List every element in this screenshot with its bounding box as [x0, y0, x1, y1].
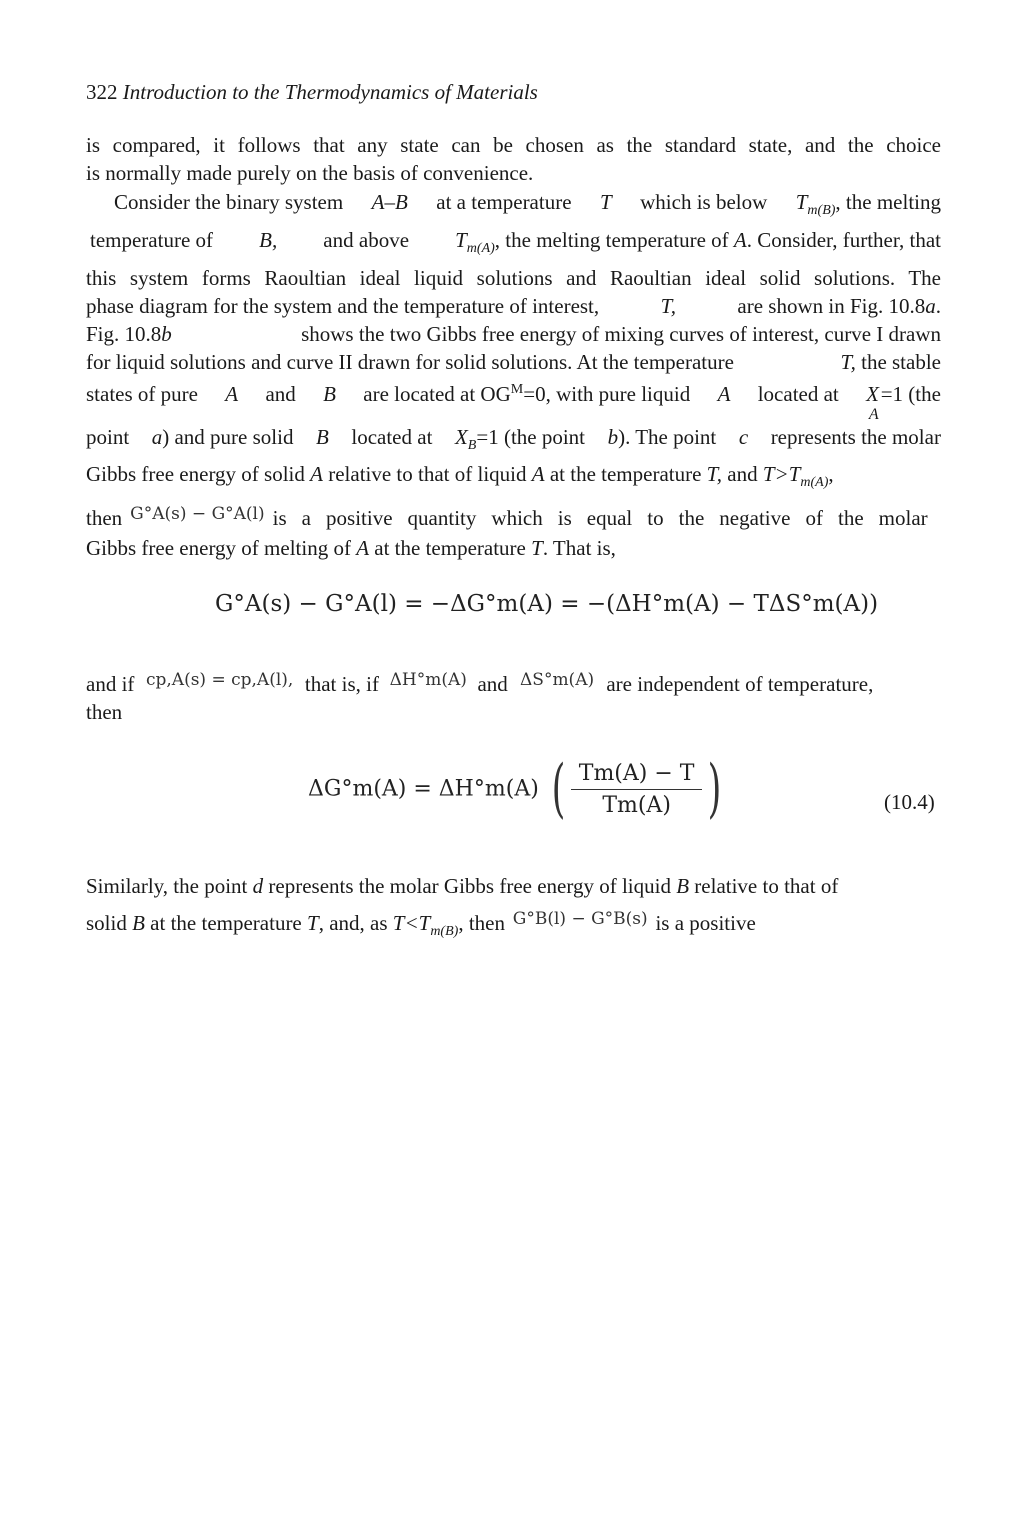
line-text: represents the molar Gibbs free energy of liquid	[268, 874, 671, 898]
eq-lhs: ΔG°m(A) = ΔH°m(A)	[308, 776, 539, 802]
symbol-text: B,	[259, 228, 278, 252]
line-text: and above	[323, 228, 410, 252]
line-text: represents the molar	[770, 425, 941, 449]
symbol-text: a	[925, 294, 936, 318]
line-text: then	[86, 506, 123, 530]
line-text: and	[477, 672, 508, 696]
line-text: is normally made purely on the basis of convenience.	[86, 161, 534, 185]
symbol-text: A	[717, 382, 731, 406]
text-line-4	[90, 228, 941, 257]
fraction-denominator: Tm(A)	[602, 792, 671, 818]
inline-math-gb: G°B(l) − G°B(s)	[512, 909, 648, 929]
fraction-numerator: Tm(A) − T	[578, 760, 695, 786]
text-line-9	[86, 382, 941, 423]
line-text: at the temperature	[374, 536, 526, 560]
fraction-bar	[571, 789, 703, 790]
text-line-1	[86, 133, 941, 158]
symbol-text: B	[323, 382, 336, 406]
symbol-text: X	[454, 425, 468, 449]
line-text: point	[86, 425, 130, 449]
symbol-text: A	[225, 382, 239, 406]
symbol-text: T	[599, 190, 612, 214]
line-text: relative to that of liquid	[328, 462, 527, 486]
symbol-text: T	[307, 911, 319, 935]
line-text: for liquid solutions and curve II drawn for solid solutions. At the temperature	[86, 350, 734, 374]
inline-math-cp: cp,A(s) = cp,A(l),	[145, 670, 294, 690]
symbol-text: T,	[706, 462, 723, 486]
line-text: and	[265, 382, 296, 406]
line-text: =1 (the	[880, 382, 941, 406]
text-line-11	[86, 462, 941, 491]
line-text: is a positive	[655, 911, 756, 935]
line-text: =0, with pure liquid	[523, 382, 691, 406]
line-text: states of pure	[86, 382, 198, 406]
text-line-16	[86, 874, 941, 899]
symbol-text: B	[676, 874, 690, 898]
line-text: at the temperature	[549, 462, 702, 486]
symbol-text: b	[161, 322, 172, 346]
inline-math-ga: G°A(s) − G°A(l)	[130, 504, 265, 524]
line-text: Gibbs free energy of solid	[86, 462, 305, 486]
subscript-text: m(B)	[430, 924, 459, 940]
symbol-text: T,	[660, 294, 676, 318]
line-text: =1 (the point	[476, 425, 586, 449]
right-paren: )	[708, 752, 722, 826]
line-text: is a positive quantity which is equal to the negative of the molar	[272, 506, 928, 530]
line-text: are shown in Fig. 10.8	[737, 294, 926, 318]
text-line-2	[86, 161, 941, 186]
line-text: temperature of	[90, 228, 214, 252]
symbol-text: T>T	[762, 462, 801, 486]
line-text: .	[935, 294, 941, 318]
symbol-text: d	[252, 874, 264, 898]
symbol-text: B	[132, 911, 145, 935]
line-text: Fig. 10.8	[86, 322, 162, 346]
line-text: and	[727, 462, 758, 486]
subscript-text: m(A)	[466, 241, 495, 257]
text-line-14	[86, 672, 941, 697]
subscript-text: B	[467, 438, 477, 454]
line-text: are independent of temperature,	[606, 672, 874, 696]
symbol-text: X	[866, 382, 879, 406]
symbol-text: a	[151, 425, 163, 449]
inline-math-dh: ΔH°m(A)	[389, 670, 467, 690]
line-text: at the temperature	[150, 911, 302, 935]
line-text: then	[86, 700, 123, 724]
line-text: Gibbs free energy of melting of	[86, 536, 351, 560]
text-line-8	[86, 350, 941, 375]
line-text: , the melting temperature of	[494, 228, 729, 252]
symbol-text: T,	[840, 350, 856, 374]
line-text: this system forms Raoultian ideal liquid solutions and Raoultian ideal solid solutions. The	[86, 266, 941, 290]
symbol-text: A	[733, 228, 747, 252]
page-number: 322	[86, 80, 118, 104]
subscript-text: m(B)	[807, 203, 836, 219]
line-text: , and, as	[318, 911, 388, 935]
line-text: located at	[757, 382, 839, 406]
symbol-text: A–B	[371, 190, 408, 214]
symbol-text: T	[531, 536, 543, 560]
line-text: the stable	[861, 350, 941, 374]
text-line-12	[86, 506, 941, 531]
equation-number: (10.4)	[884, 790, 935, 814]
subscript-text: m(A)	[800, 475, 829, 491]
line-text: and if	[86, 672, 135, 696]
text-line-6	[86, 294, 941, 319]
line-text: , then	[458, 911, 505, 935]
symbol-text: T	[455, 228, 467, 252]
text-line-10	[86, 425, 941, 454]
symbol-text: T<T	[392, 911, 431, 935]
symbol-text: c	[738, 425, 749, 449]
line-text: . That is,	[542, 536, 616, 560]
text-line-15	[86, 700, 941, 725]
subscript-text: A	[868, 406, 879, 423]
line-text: at a temperature	[436, 190, 572, 214]
line-text: Consider the binary system	[114, 190, 344, 214]
book-title: Introduction to the Thermodynamics of Materials	[122, 80, 538, 104]
line-text: solid	[86, 911, 127, 935]
line-text: ). The point	[618, 425, 717, 449]
superscript-text: M	[510, 382, 524, 397]
text-line-3	[114, 190, 941, 219]
symbol-text: B	[316, 425, 329, 449]
running-header	[86, 80, 538, 105]
text-line-13	[86, 536, 941, 561]
left-paren: (	[551, 752, 566, 826]
line-text: that is, if	[304, 672, 379, 696]
text-line-5	[86, 266, 941, 291]
text-line-17	[86, 909, 941, 940]
line-text: , the melting	[835, 190, 941, 214]
line-text: are located at OG	[363, 382, 511, 406]
line-text: shows the two Gibbs free energy of mixing curves of interest, curve I drawn	[301, 322, 941, 346]
symbol-text: b	[607, 425, 619, 449]
line-text: is compared, it follows that any state can be chosen as the standard state, and the choice	[86, 133, 941, 157]
symbol-text: T	[795, 190, 808, 214]
equation-gibbs-melting: G°A(s) − G°A(l) = −ΔG°m(A) = −(ΔH°m(A) − TΔS°m(A))	[215, 591, 879, 617]
fraction	[571, 761, 703, 818]
line-text: ,	[828, 462, 834, 486]
line-text: phase diagram for the system and the temperature of interest,	[86, 294, 600, 318]
line-text: which is below	[640, 190, 768, 214]
text-line-7	[86, 322, 941, 347]
symbol-text: A	[531, 462, 545, 486]
symbol-text: A	[356, 536, 370, 560]
inline-math-ds: ΔS°m(A)	[520, 670, 595, 690]
line-text: Similarly, the point	[86, 874, 248, 898]
symbol-text: A	[310, 462, 323, 486]
line-text: relative to that of	[694, 874, 839, 898]
equation-10-4	[308, 752, 727, 826]
line-text: located at	[351, 425, 433, 449]
line-text: . Consider, further, that	[746, 228, 941, 252]
line-text: ) and pure solid	[162, 425, 294, 449]
